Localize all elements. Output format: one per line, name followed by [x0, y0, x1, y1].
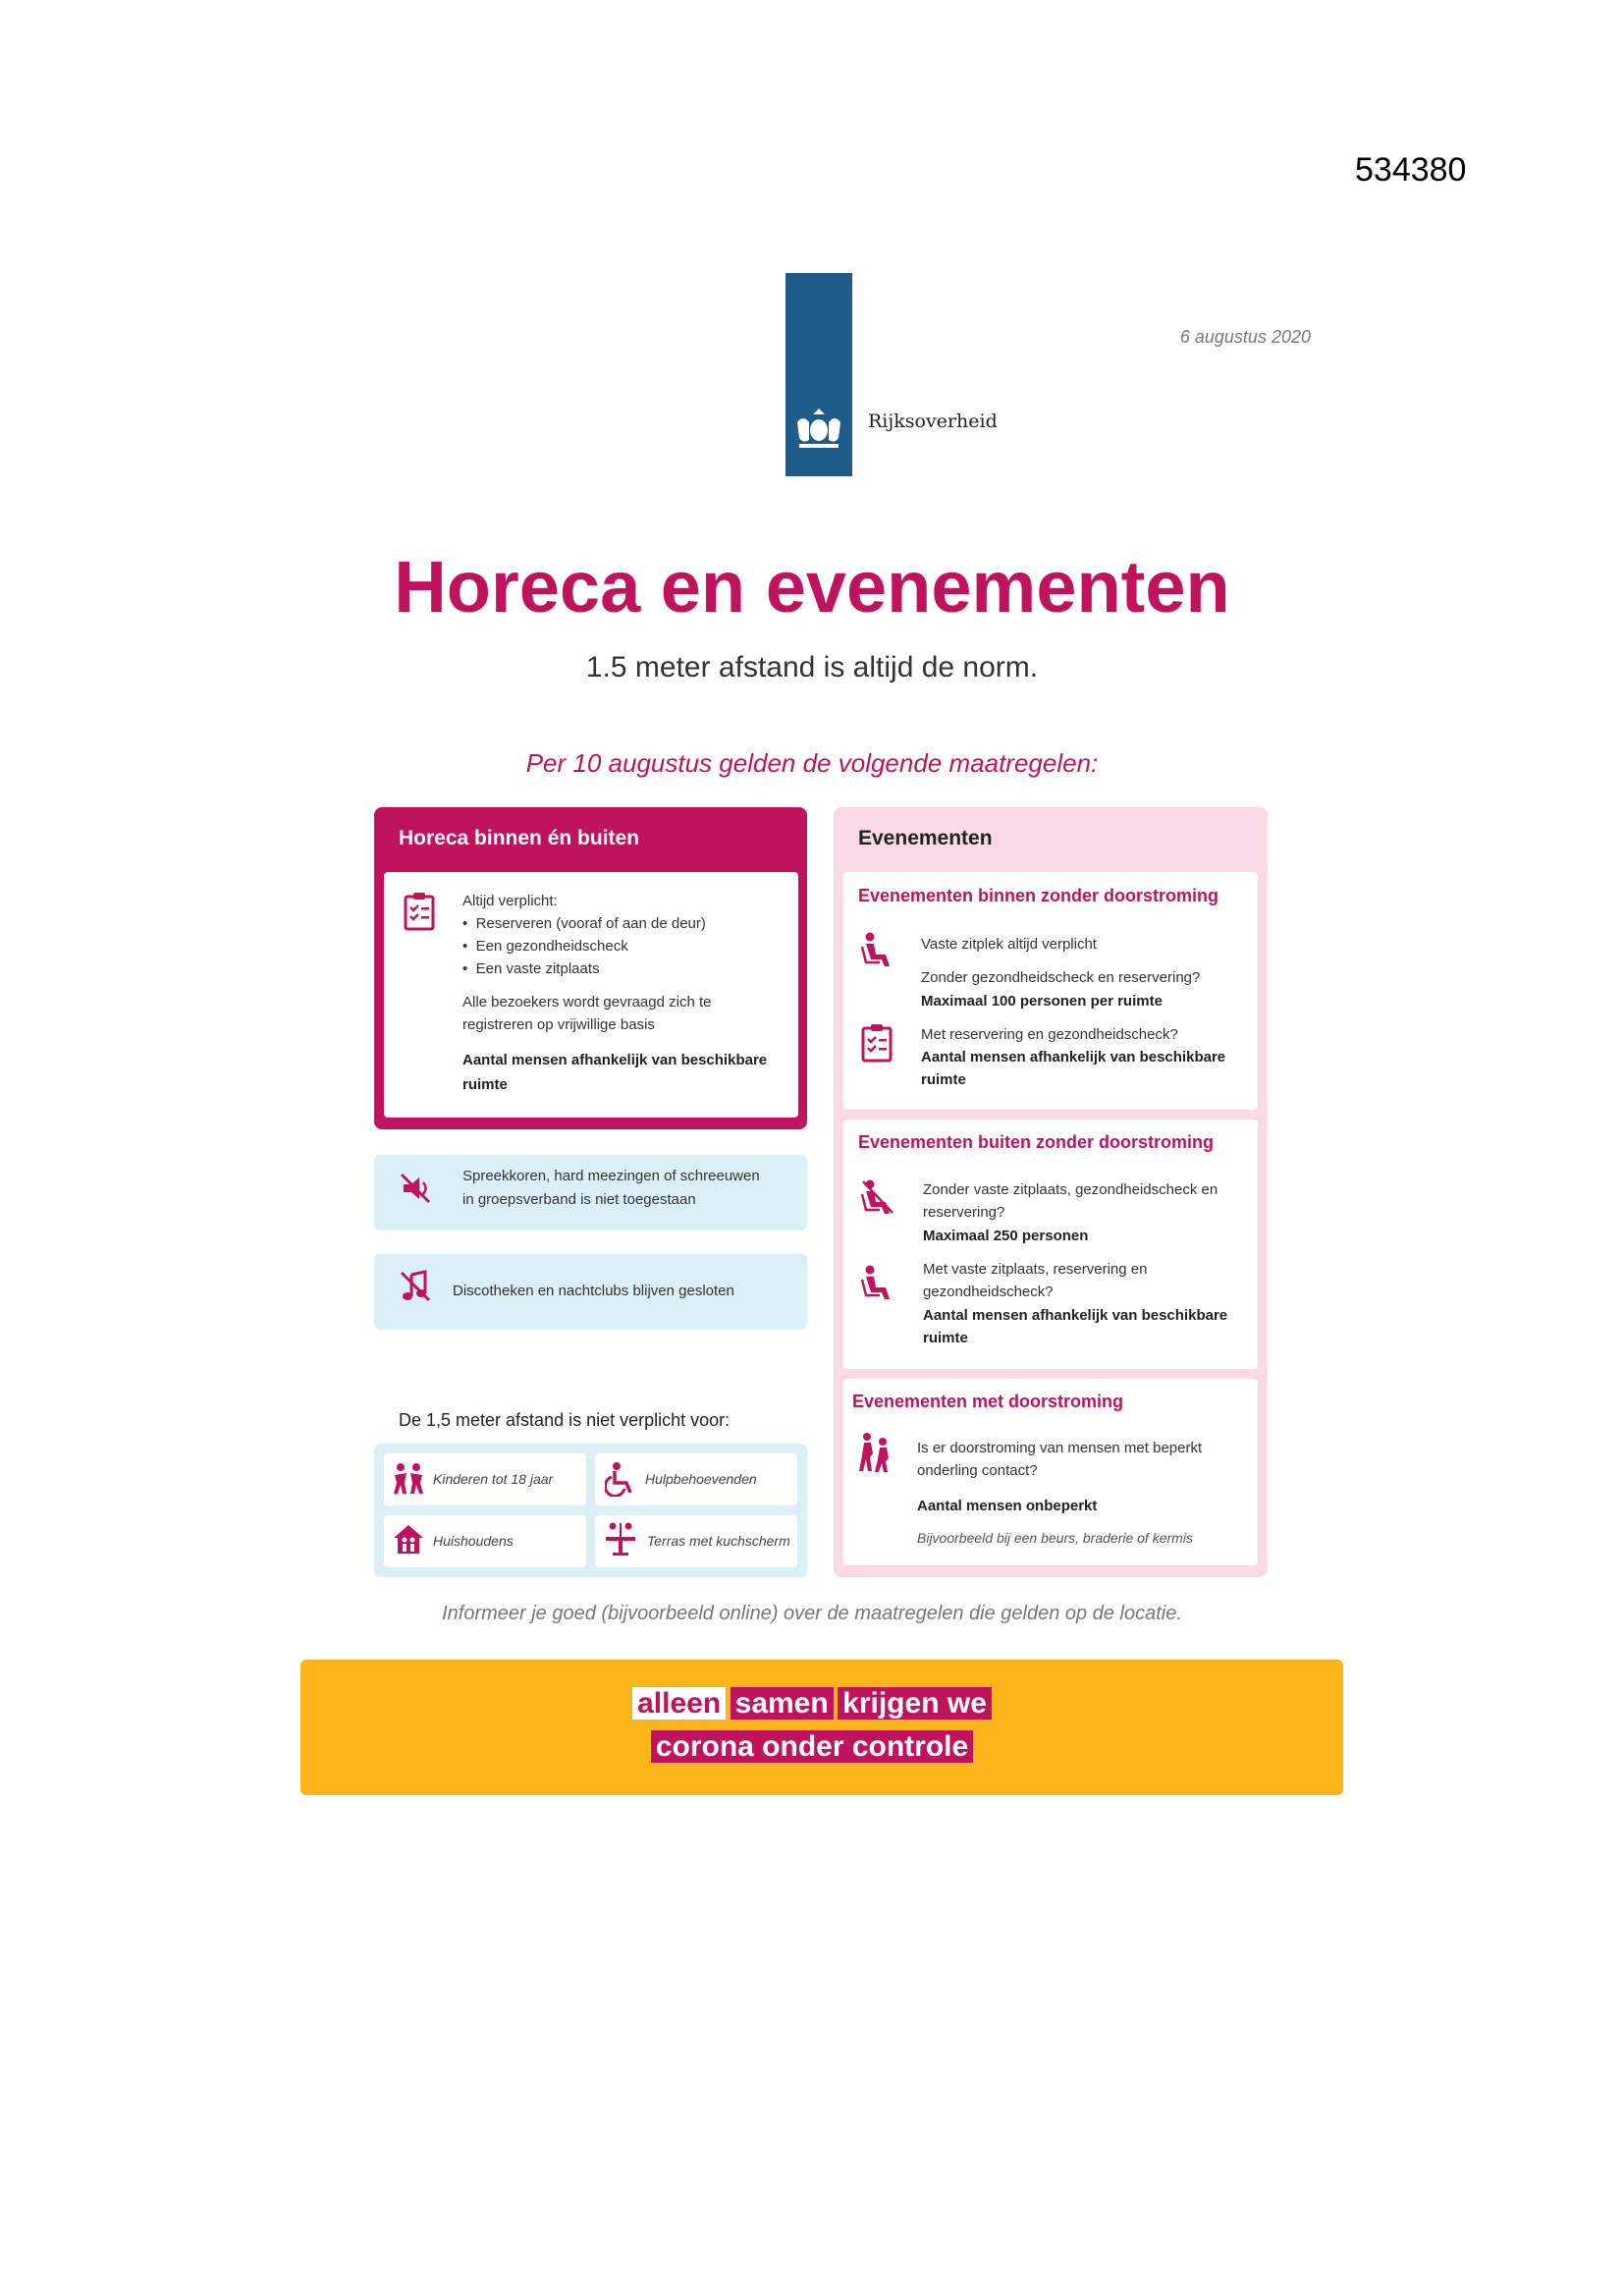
page-subtitle: 1.5 meter afstand is altijd de norm. — [585, 651, 1039, 683]
crest-icon — [791, 405, 846, 452]
horeca-heading: Horeca binnen én buiten — [399, 827, 640, 849]
events-indoor-answer: Aantal mensen afhankelijk van beschikbare — [921, 1049, 1226, 1066]
events-outdoor-title: Evenementen buiten zonder doorstroming — [858, 1132, 1215, 1152]
no-shouting-icon — [398, 1171, 433, 1206]
seated-person-icon — [860, 1264, 893, 1301]
events-indoor-title: Evenementen binnen zonder doorstroming — [858, 886, 1219, 905]
clipboard-check-icon — [860, 1023, 893, 1063]
slogan-word: krijgen we — [838, 1687, 992, 1720]
events-indoor-question: Zonder gezondheidscheck en reservering? — [921, 969, 1201, 986]
list-item: • Een gezondheidscheck — [462, 938, 628, 955]
children-icon — [391, 1461, 426, 1497]
slogan-line-2 — [0, 1728, 1624, 1766]
notice-text: Spreekkoren, hard meezingen of schreeuwen — [462, 1168, 760, 1184]
events-outdoor-answer: Maximaal 250 personen — [923, 1228, 1089, 1244]
document-number: 534380 — [1355, 151, 1467, 189]
slogan-word: samen — [731, 1687, 834, 1720]
horeca-capacity-line: Aantal mensen afhankelijk van beschikbare — [462, 1052, 768, 1068]
exempt-heading: De 1,5 meter afstand is niet verplicht voor: — [399, 1410, 731, 1430]
horeca-register-line: registreren op vrijwillige basis — [462, 1016, 655, 1033]
events-outdoor-question: gezondheidscheck? — [923, 1284, 1054, 1300]
no-music-icon — [398, 1269, 433, 1304]
events-flow-title: Evenementen met doorstroming — [852, 1392, 1124, 1411]
no-seat-icon — [860, 1178, 895, 1216]
horeca-register-line: Alle bezoekers wordt gevraagd zich te — [462, 994, 712, 1011]
slogan-line-1 — [0, 1685, 1624, 1722]
events-heading: Evenementen — [858, 827, 993, 849]
notice-text: in groepsverband is niet toegestaan — [462, 1191, 696, 1208]
exempt-label: Hulpbehoevenden — [645, 1471, 757, 1487]
slogan-banner — [300, 1660, 1343, 1795]
events-flow-answer: Aantal mensen onbeperkt — [917, 1498, 1098, 1514]
events-outdoor-question: Zonder vaste zitplaats, gezondheidscheck en — [923, 1181, 1218, 1198]
events-outdoor-answer: ruimte — [923, 1330, 968, 1346]
exempt-label: Huishoudens — [433, 1533, 514, 1549]
events-indoor-seat: Vaste zitplek altijd verplicht — [921, 936, 1097, 953]
events-flow-example: Bijvoorbeeld bij een beurs, braderie of kermis — [917, 1530, 1193, 1546]
list-item: • Reserveren (vooraf of aan de deur) — [462, 915, 706, 932]
wheelchair-icon — [605, 1461, 636, 1497]
events-flow-question: onderling contact? — [917, 1462, 1038, 1479]
exempt-label: Kinderen tot 18 jaar — [433, 1471, 554, 1487]
intro-text: Per 10 augustus gelden de volgende maatregelen: — [525, 748, 1099, 778]
events-indoor-answer: Maximaal 100 personen per ruimte — [921, 993, 1163, 1010]
slogan-word: corona onder controle — [651, 1730, 973, 1763]
events-indoor-answer: ruimte — [921, 1071, 966, 1088]
logo-text: Rijksoverheid — [868, 410, 998, 432]
seated-person-icon — [860, 931, 893, 968]
events-outdoor-question: Met vaste zitplaats, reservering en — [923, 1261, 1148, 1278]
notice-text: Discotheken en nachtclubs blijven gesloten — [453, 1283, 734, 1299]
horeca-required-label: Altijd verplicht: — [462, 893, 558, 909]
footer-note: Informeer je goed (bijvoorbeeld online) over de maatregelen die gelden op de locatie. — [442, 1603, 1182, 1624]
terrace-screen-icon — [604, 1521, 637, 1557]
events-flow-question: Is er doorstroming van mensen met beperkt — [917, 1440, 1203, 1456]
document-date: 6 augustus 2020 — [1179, 327, 1311, 347]
events-outdoor-answer: Aantal mensen afhankelijk van beschikbare — [923, 1307, 1228, 1324]
events-outdoor-question: reservering? — [923, 1204, 1005, 1221]
exempt-label: Terras met kuchscherm — [647, 1533, 790, 1549]
clipboard-check-icon — [403, 892, 436, 931]
events-indoor-question: Met reservering en gezondheidscheck? — [921, 1026, 1178, 1043]
page-title: Horeca en evenementen — [394, 546, 1230, 628]
list-item: • Een vaste zitplaats — [462, 960, 600, 977]
horeca-capacity-line: ruimte — [462, 1076, 508, 1093]
house-icon — [392, 1522, 425, 1556]
walking-people-icon — [856, 1432, 895, 1473]
slogan-word: alleen — [632, 1687, 726, 1720]
